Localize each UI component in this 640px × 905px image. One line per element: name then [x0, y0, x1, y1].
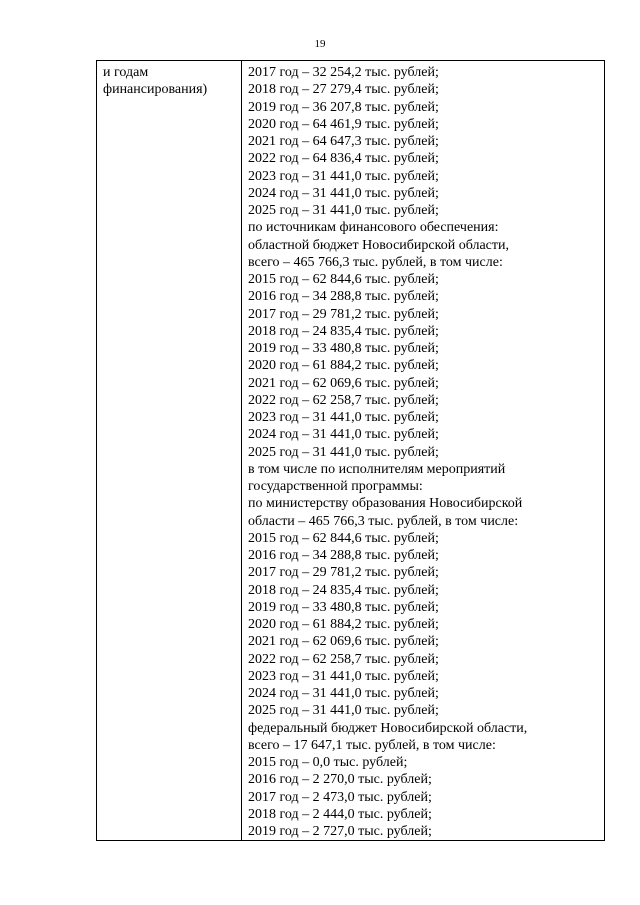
funding-details-cell [248, 64, 603, 840]
funding-line: по министерству образования Новосибирской [248, 496, 523, 512]
funding-line: всего – 465 766,3 тыс. рублей, в том числе: [248, 254, 503, 270]
funding-line: 2017 год – 29 781,2 тыс. рублей; [248, 565, 439, 581]
funding-line: 2018 год – 27 279,4 тыс. рублей; [248, 82, 439, 98]
page-number: 19 [314, 38, 326, 50]
funding-line: 2020 год – 61 884,2 тыс. рублей; [248, 617, 439, 632]
column-divider [241, 61, 242, 840]
funding-line: 2018 год – 24 835,4 тыс. рублей; [248, 582, 439, 598]
funding-line: по источникам финансового обеспечения: [248, 220, 499, 236]
funding-line: федеральный бюджет Новосибирской области, [248, 720, 528, 736]
funding-line: 2024 год – 31 441,0 тыс. рублей; [248, 185, 439, 201]
funding-line: 2024 год – 31 441,0 тыс. рублей; [248, 427, 439, 443]
funding-line: 2021 год – 64 647,3 тыс. рублей; [248, 134, 439, 149]
funding-line: 2022 год – 62 258,7 тыс. рублей; [248, 392, 439, 408]
funding-line: 2022 год – 64 836,4 тыс. рублей; [248, 151, 439, 167]
funding-line: 2021 год – 62 069,6 тыс. рублей; [248, 634, 439, 650]
funding-line: 2017 год – 32 254,2 тыс. рублей; [248, 65, 439, 80]
funding-line: 2019 год – 2 727,0 тыс. рублей; [248, 824, 432, 839]
funding-line: государственной программы: [248, 479, 423, 494]
funding-line: 2023 год – 31 441,0 тыс. рублей; [248, 168, 439, 184]
funding-line: 2016 год – 34 288,8 тыс. рублей; [248, 289, 439, 305]
funding-line: 2018 год – 24 835,4 тыс. рублей; [248, 323, 439, 339]
funding-line: 2020 год – 61 884,2 тыс. рублей; [248, 358, 439, 374]
funding-line: 2019 год – 33 480,8 тыс. рублей; [248, 341, 439, 356]
funding-line: 2015 год – 62 844,6 тыс. рублей; [248, 530, 439, 546]
funding-line: 2020 год – 64 461,9 тыс. рублей; [248, 116, 439, 132]
funding-line: 2017 год – 29 781,2 тыс. рублей; [248, 306, 439, 322]
funding-line: 2015 год – 62 844,6 тыс. рублей; [248, 272, 439, 287]
funding-line: 2016 год – 2 270,0 тыс. рублей; [248, 772, 432, 788]
funding-line: в том числе по исполнителям мероприятий [248, 461, 506, 477]
funding-line: 2024 год – 31 441,0 тыс. рублей; [248, 686, 439, 701]
funding-line: 2023 год – 31 441,0 тыс. рублей; [248, 410, 439, 425]
funding-line: 2017 год – 2 473,0 тыс. рублей; [248, 789, 432, 805]
funding-line: 2019 год – 33 480,8 тыс. рублей; [248, 599, 439, 615]
funding-line: 2025 год – 31 441,0 тыс. рублей; [248, 703, 439, 719]
funding-table [96, 60, 605, 841]
funding-line: всего – 17 647,1 тыс. рублей, в том числе: [248, 737, 496, 753]
funding-line: 2022 год – 62 258,7 тыс. рублей; [248, 651, 439, 667]
funding-line: 2015 год – 0,0 тыс. рублей; [248, 755, 408, 770]
funding-line: областной бюджет Новосибирской области, [248, 237, 509, 253]
funding-line: области – 465 766,3 тыс. рублей, в том числе: [248, 513, 519, 529]
funding-line: 2023 год – 31 441,0 тыс. рублей; [248, 668, 439, 684]
funding-line: 2016 год – 34 288,8 тыс. рублей; [248, 548, 439, 563]
funding-line: 2018 год – 2 444,0 тыс. рублей; [248, 806, 432, 822]
row-label-cell: и годам финансирования) [103, 65, 208, 98]
funding-line: 2025 год – 31 441,0 тыс. рублей; [248, 444, 439, 460]
funding-line: 2025 год – 31 441,0 тыс. рублей; [248, 203, 439, 218]
funding-line: 2019 год – 36 207,8 тыс. рублей; [248, 99, 439, 115]
funding-line: 2021 год – 62 069,6 тыс. рублей; [248, 375, 439, 391]
